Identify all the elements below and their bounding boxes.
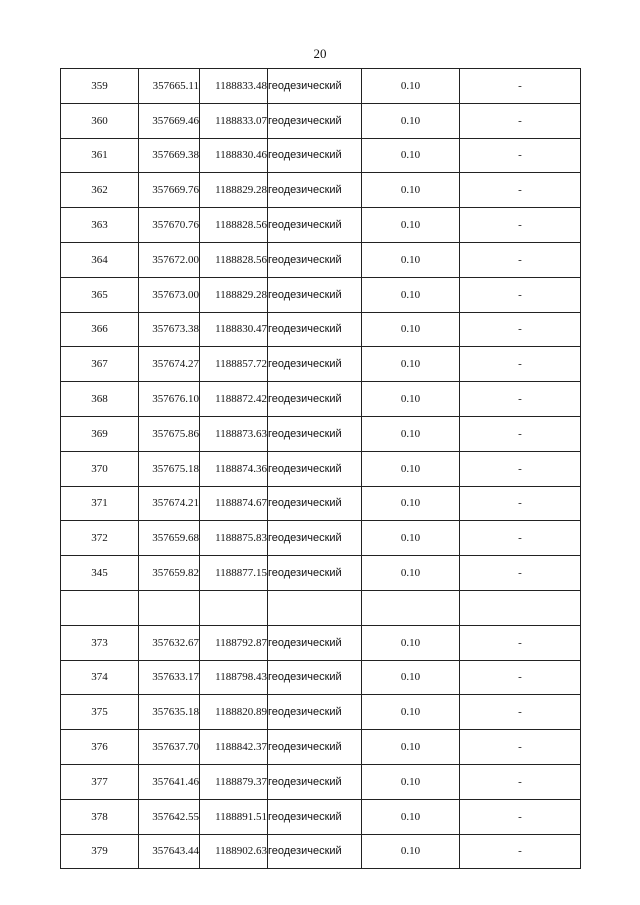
table-row [61,382,581,417]
accuracy-cell: 0.10 [362,521,460,556]
accuracy-cell: 0.10 [362,799,460,834]
description-cell: - [460,242,581,277]
table-row [61,208,581,243]
x-coordinate-cell: 357675.18 [139,451,200,486]
description-cell: - [460,277,581,312]
description-cell: - [460,625,581,660]
y-coordinate-cell: 1188792.87 [200,625,268,660]
description-cell: - [460,521,581,556]
point-number-cell: 362 [61,173,139,208]
point-number-cell: 375 [61,695,139,730]
accuracy-cell [362,590,460,625]
y-coordinate-cell: 1188874.36 [200,451,268,486]
x-coordinate-cell: 357632.67 [139,625,200,660]
description-cell: - [460,764,581,799]
method-cell: геодезический [268,660,362,695]
x-coordinate-cell: 357643.44 [139,834,200,869]
accuracy-cell: 0.10 [362,312,460,347]
y-coordinate-cell: 1188830.46 [200,138,268,173]
accuracy-cell: 0.10 [362,138,460,173]
accuracy-cell: 0.10 [362,382,460,417]
table-row [61,416,581,451]
method-cell: геодезический [268,695,362,730]
table-row [61,625,581,660]
y-coordinate-cell: 1188829.28 [200,173,268,208]
description-cell: - [460,103,581,138]
point-number-cell: 366 [61,312,139,347]
table-row [61,834,581,869]
description-cell: - [460,486,581,521]
table-row [61,695,581,730]
x-coordinate-cell: 357642.55 [139,799,200,834]
description-cell: - [460,834,581,869]
method-cell: геодезический [268,625,362,660]
method-cell: геодезический [268,416,362,451]
method-cell: геодезический [268,138,362,173]
description-cell: - [460,382,581,417]
accuracy-cell: 0.10 [362,277,460,312]
y-coordinate-cell: 1188902.63 [200,834,268,869]
accuracy-cell: 0.10 [362,556,460,591]
table-row [61,486,581,521]
x-coordinate-cell: 357637.70 [139,730,200,765]
x-coordinate-cell: 357673.38 [139,312,200,347]
table-row [61,277,581,312]
point-number-cell: 359 [61,69,139,104]
accuracy-cell: 0.10 [362,103,460,138]
y-coordinate-cell: 1188798.43 [200,660,268,695]
method-cell: геодезический [268,347,362,382]
method-cell: геодезический [268,103,362,138]
table-row [61,451,581,486]
description-cell: - [460,69,581,104]
table-row [61,590,581,625]
accuracy-cell: 0.10 [362,347,460,382]
x-coordinate-cell: 357670.76 [139,208,200,243]
method-cell: геодезический [268,556,362,591]
coordinates-table-body [61,69,581,869]
point-number-cell: 379 [61,834,139,869]
y-coordinate-cell: 1188875.83 [200,521,268,556]
accuracy-cell: 0.10 [362,764,460,799]
accuracy-cell: 0.10 [362,625,460,660]
y-coordinate-cell: 1188828.56 [200,242,268,277]
coordinates-table [60,68,581,869]
description-cell: - [460,556,581,591]
point-number-cell: 378 [61,799,139,834]
table-row [61,312,581,347]
y-coordinate-cell: 1188829.28 [200,277,268,312]
method-cell: геодезический [268,242,362,277]
description-cell: - [460,799,581,834]
accuracy-cell: 0.10 [362,208,460,243]
x-coordinate-cell: 357672.00 [139,242,200,277]
y-coordinate-cell: 1188872.42 [200,382,268,417]
y-coordinate-cell: 1188891.51 [200,799,268,834]
x-coordinate-cell: 357669.76 [139,173,200,208]
table-row [61,138,581,173]
table-row [61,521,581,556]
x-coordinate-cell: 357674.27 [139,347,200,382]
x-coordinate-cell: 357633.17 [139,660,200,695]
y-coordinate-cell: 1188828.56 [200,208,268,243]
x-coordinate-cell: 357669.38 [139,138,200,173]
x-coordinate-cell: 357674.21 [139,486,200,521]
description-cell: - [460,138,581,173]
point-number-cell: 360 [61,103,139,138]
point-number-cell: 371 [61,486,139,521]
y-coordinate-cell: 1188879.37 [200,764,268,799]
description-cell: - [460,730,581,765]
x-coordinate-cell: 357673.00 [139,277,200,312]
description-cell: - [460,173,581,208]
description-cell: - [460,695,581,730]
table-row [61,660,581,695]
description-cell: - [460,208,581,243]
point-number-cell: 361 [61,138,139,173]
point-number-cell: 365 [61,277,139,312]
y-coordinate-cell: 1188874.67 [200,486,268,521]
point-number-cell: 372 [61,521,139,556]
point-number-cell: 373 [61,625,139,660]
method-cell: геодезический [268,208,362,243]
method-cell: геодезический [268,69,362,104]
x-coordinate-cell [139,590,200,625]
accuracy-cell: 0.10 [362,695,460,730]
method-cell: геодезический [268,730,362,765]
description-cell: - [460,451,581,486]
accuracy-cell: 0.10 [362,486,460,521]
table-row [61,764,581,799]
x-coordinate-cell: 357635.18 [139,695,200,730]
x-coordinate-cell: 357675.86 [139,416,200,451]
table-row [61,242,581,277]
point-number-cell: 369 [61,416,139,451]
y-coordinate-cell: 1188873.63 [200,416,268,451]
y-coordinate-cell: 1188877.15 [200,556,268,591]
accuracy-cell: 0.10 [362,69,460,104]
table-row [61,69,581,104]
method-cell: геодезический [268,451,362,486]
point-number-cell: 368 [61,382,139,417]
point-number-cell: 374 [61,660,139,695]
point-number-cell: 367 [61,347,139,382]
point-number-cell: 345 [61,556,139,591]
description-cell: - [460,312,581,347]
method-cell: геодезический [268,173,362,208]
description-cell [460,590,581,625]
accuracy-cell: 0.10 [362,242,460,277]
method-cell: геодезический [268,799,362,834]
accuracy-cell: 0.10 [362,834,460,869]
method-cell: геодезический [268,312,362,347]
y-coordinate-cell: 1188842.37 [200,730,268,765]
accuracy-cell: 0.10 [362,660,460,695]
y-coordinate-cell: 1188833.07 [200,103,268,138]
point-number-cell: 363 [61,208,139,243]
table-row [61,556,581,591]
y-coordinate-cell: 1188820.89 [200,695,268,730]
method-cell: геодезический [268,764,362,799]
y-coordinate-cell: 1188830.47 [200,312,268,347]
point-number-cell: 376 [61,730,139,765]
table-row [61,347,581,382]
method-cell [268,590,362,625]
point-number-cell: 364 [61,242,139,277]
x-coordinate-cell: 357669.46 [139,103,200,138]
x-coordinate-cell: 357665.11 [139,69,200,104]
page-number: 20 [313,46,327,61]
accuracy-cell: 0.10 [362,173,460,208]
x-coordinate-cell: 357641.46 [139,764,200,799]
method-cell: геодезический [268,834,362,869]
point-number-cell [61,590,139,625]
method-cell: геодезический [268,382,362,417]
method-cell: геодезический [268,277,362,312]
x-coordinate-cell: 357659.68 [139,521,200,556]
point-number-cell: 370 [61,451,139,486]
description-cell: - [460,416,581,451]
y-coordinate-cell: 1188857.72 [200,347,268,382]
accuracy-cell: 0.10 [362,730,460,765]
accuracy-cell: 0.10 [362,416,460,451]
description-cell: - [460,347,581,382]
table-row [61,103,581,138]
x-coordinate-cell: 357659.82 [139,556,200,591]
method-cell: геодезический [268,521,362,556]
table-row [61,799,581,834]
y-coordinate-cell: 1188833.48 [200,69,268,104]
table-row [61,173,581,208]
y-coordinate-cell [200,590,268,625]
x-coordinate-cell: 357676.10 [139,382,200,417]
method-cell: геодезический [268,486,362,521]
accuracy-cell: 0.10 [362,451,460,486]
table-row [61,730,581,765]
description-cell: - [460,660,581,695]
point-number-cell: 377 [61,764,139,799]
